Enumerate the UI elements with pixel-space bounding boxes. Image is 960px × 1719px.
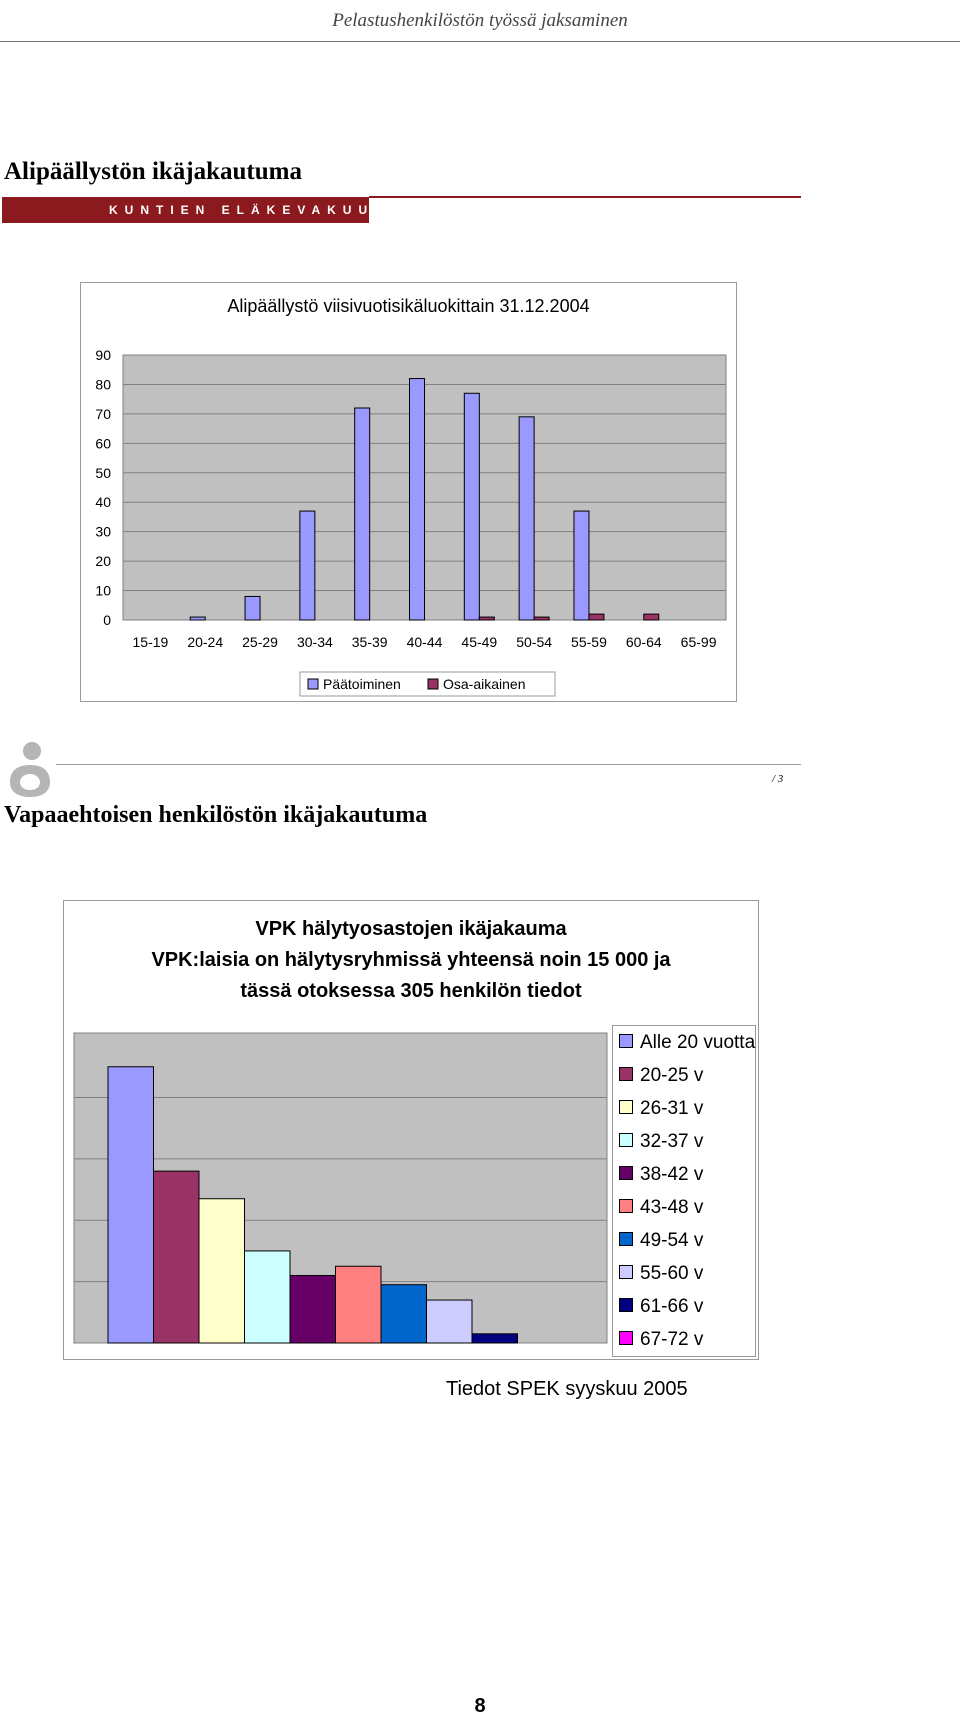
legend-swatch	[619, 1166, 633, 1180]
legend-swatch	[619, 1232, 633, 1246]
chart2-bar	[154, 1171, 200, 1343]
legend-label: 49-54 v	[640, 1230, 704, 1251]
legend-label: 61-66 v	[640, 1296, 704, 1317]
chart1-y-tick-label: 50	[95, 464, 111, 481]
legend-label: Alle 20 vuotta	[640, 1032, 756, 1053]
legend-item	[619, 1197, 703, 1219]
chart1-legend-label: Päätoiminen	[323, 676, 401, 692]
chart1-x-tick-label: 45-49	[461, 634, 498, 650]
legend-label: 67-72 v	[640, 1329, 704, 1350]
page-mark: / 3	[772, 773, 784, 785]
chart1-x-tick-label: 65-99	[680, 634, 717, 650]
legend-swatch	[619, 1133, 633, 1147]
source-note: Tiedot SPEK syyskuu 2005	[446, 1378, 688, 1400]
chart2-bar	[199, 1199, 245, 1343]
chart1-x-tick-label: 60-64	[625, 634, 662, 650]
chart2-bar	[108, 1067, 154, 1343]
chart1-x-tick-label: 20-24	[187, 634, 224, 650]
chart1-legend-label: Osa-aikainen	[443, 676, 526, 692]
chart2-title-line: VPK hälytyosastojen ikäjakauma	[255, 918, 567, 940]
chart1-y-tick-label: 80	[95, 376, 111, 393]
chart1-y-tick-label: 10	[95, 582, 111, 599]
chart1-x-tick-label: 35-39	[351, 634, 388, 650]
chart1-y-tick-label: 30	[95, 523, 111, 540]
legend-item	[619, 1131, 703, 1153]
legend-swatch	[619, 1100, 633, 1114]
chart1-x-tick-label: 55-59	[571, 634, 607, 650]
legend-swatch	[619, 1067, 633, 1081]
chart1-y-tick-label: 40	[95, 494, 111, 511]
chart2-title-line: VPK:laisia on hälytysryhmissä yhteensä noin 15 000 ja	[151, 949, 671, 971]
chart1-x-tick-label: 50-54	[516, 634, 553, 650]
legend-item	[619, 1329, 703, 1351]
running-header: Pelastushenkilöstön työssä jaksaminen	[332, 10, 628, 31]
legend-item	[619, 1032, 755, 1054]
page-number: 8	[474, 1695, 486, 1717]
chart1-y-tick-label: 90	[95, 347, 111, 363]
kuntien-elakevakuutus-banner: KUNTIEN ELÄKEVAKUUTUS	[2, 197, 369, 223]
chart1-x-tick-label: 15-19	[132, 634, 169, 650]
chart2-bar	[427, 1300, 473, 1343]
legend-item	[619, 1230, 703, 1252]
chart1-y-tick-label: 60	[95, 435, 111, 452]
legend-label: 26-31 v	[640, 1098, 704, 1119]
chart2-bar	[245, 1251, 291, 1343]
legend-swatch	[619, 1199, 633, 1213]
legend-item	[619, 1065, 703, 1087]
legend-swatch	[619, 1034, 633, 1048]
chart2-bar	[336, 1266, 382, 1343]
legend-label: 38-42 v	[640, 1164, 704, 1185]
legend-item	[619, 1098, 703, 1120]
legend-label: 20-25 v	[640, 1065, 704, 1086]
legend-item	[619, 1296, 703, 1318]
chart1-y-tick-label: 70	[95, 405, 111, 422]
legend-item	[619, 1263, 703, 1285]
section1-title: Alipäällystön ikäjakautuma	[4, 158, 302, 185]
chart2-bar	[472, 1334, 518, 1343]
legend-item	[619, 1164, 703, 1186]
section2-title: Vapaaehtoisen henkilöstön ikäjakautuma	[4, 802, 428, 828]
chart1-x-tick-label: 25-29	[242, 634, 278, 650]
legend-label: 32-37 v	[640, 1131, 704, 1152]
legend-swatch	[619, 1265, 633, 1279]
legend-label: 55-60 v	[640, 1263, 704, 1284]
legend-swatch	[619, 1331, 633, 1345]
chart2-bar	[290, 1275, 336, 1343]
legend-label: 43-48 v	[640, 1197, 704, 1218]
chart1-x-tick-label: 30-34	[296, 634, 333, 650]
chart1-x-tick-label: 40-44	[406, 634, 443, 650]
legend-swatch	[619, 1298, 633, 1312]
chart1-y-tick-label: 20	[95, 553, 111, 570]
chart1-title: Alipäällystö viisivuotisikäluokittain 31.12.2004	[227, 296, 590, 316]
chart2-bar	[381, 1285, 427, 1343]
chart1-y-tick-label: 0	[103, 612, 111, 628]
chart2-title-line: tässä otoksessa 305 henkilön tiedot	[240, 980, 582, 1002]
chart2-legend	[612, 1025, 756, 1357]
